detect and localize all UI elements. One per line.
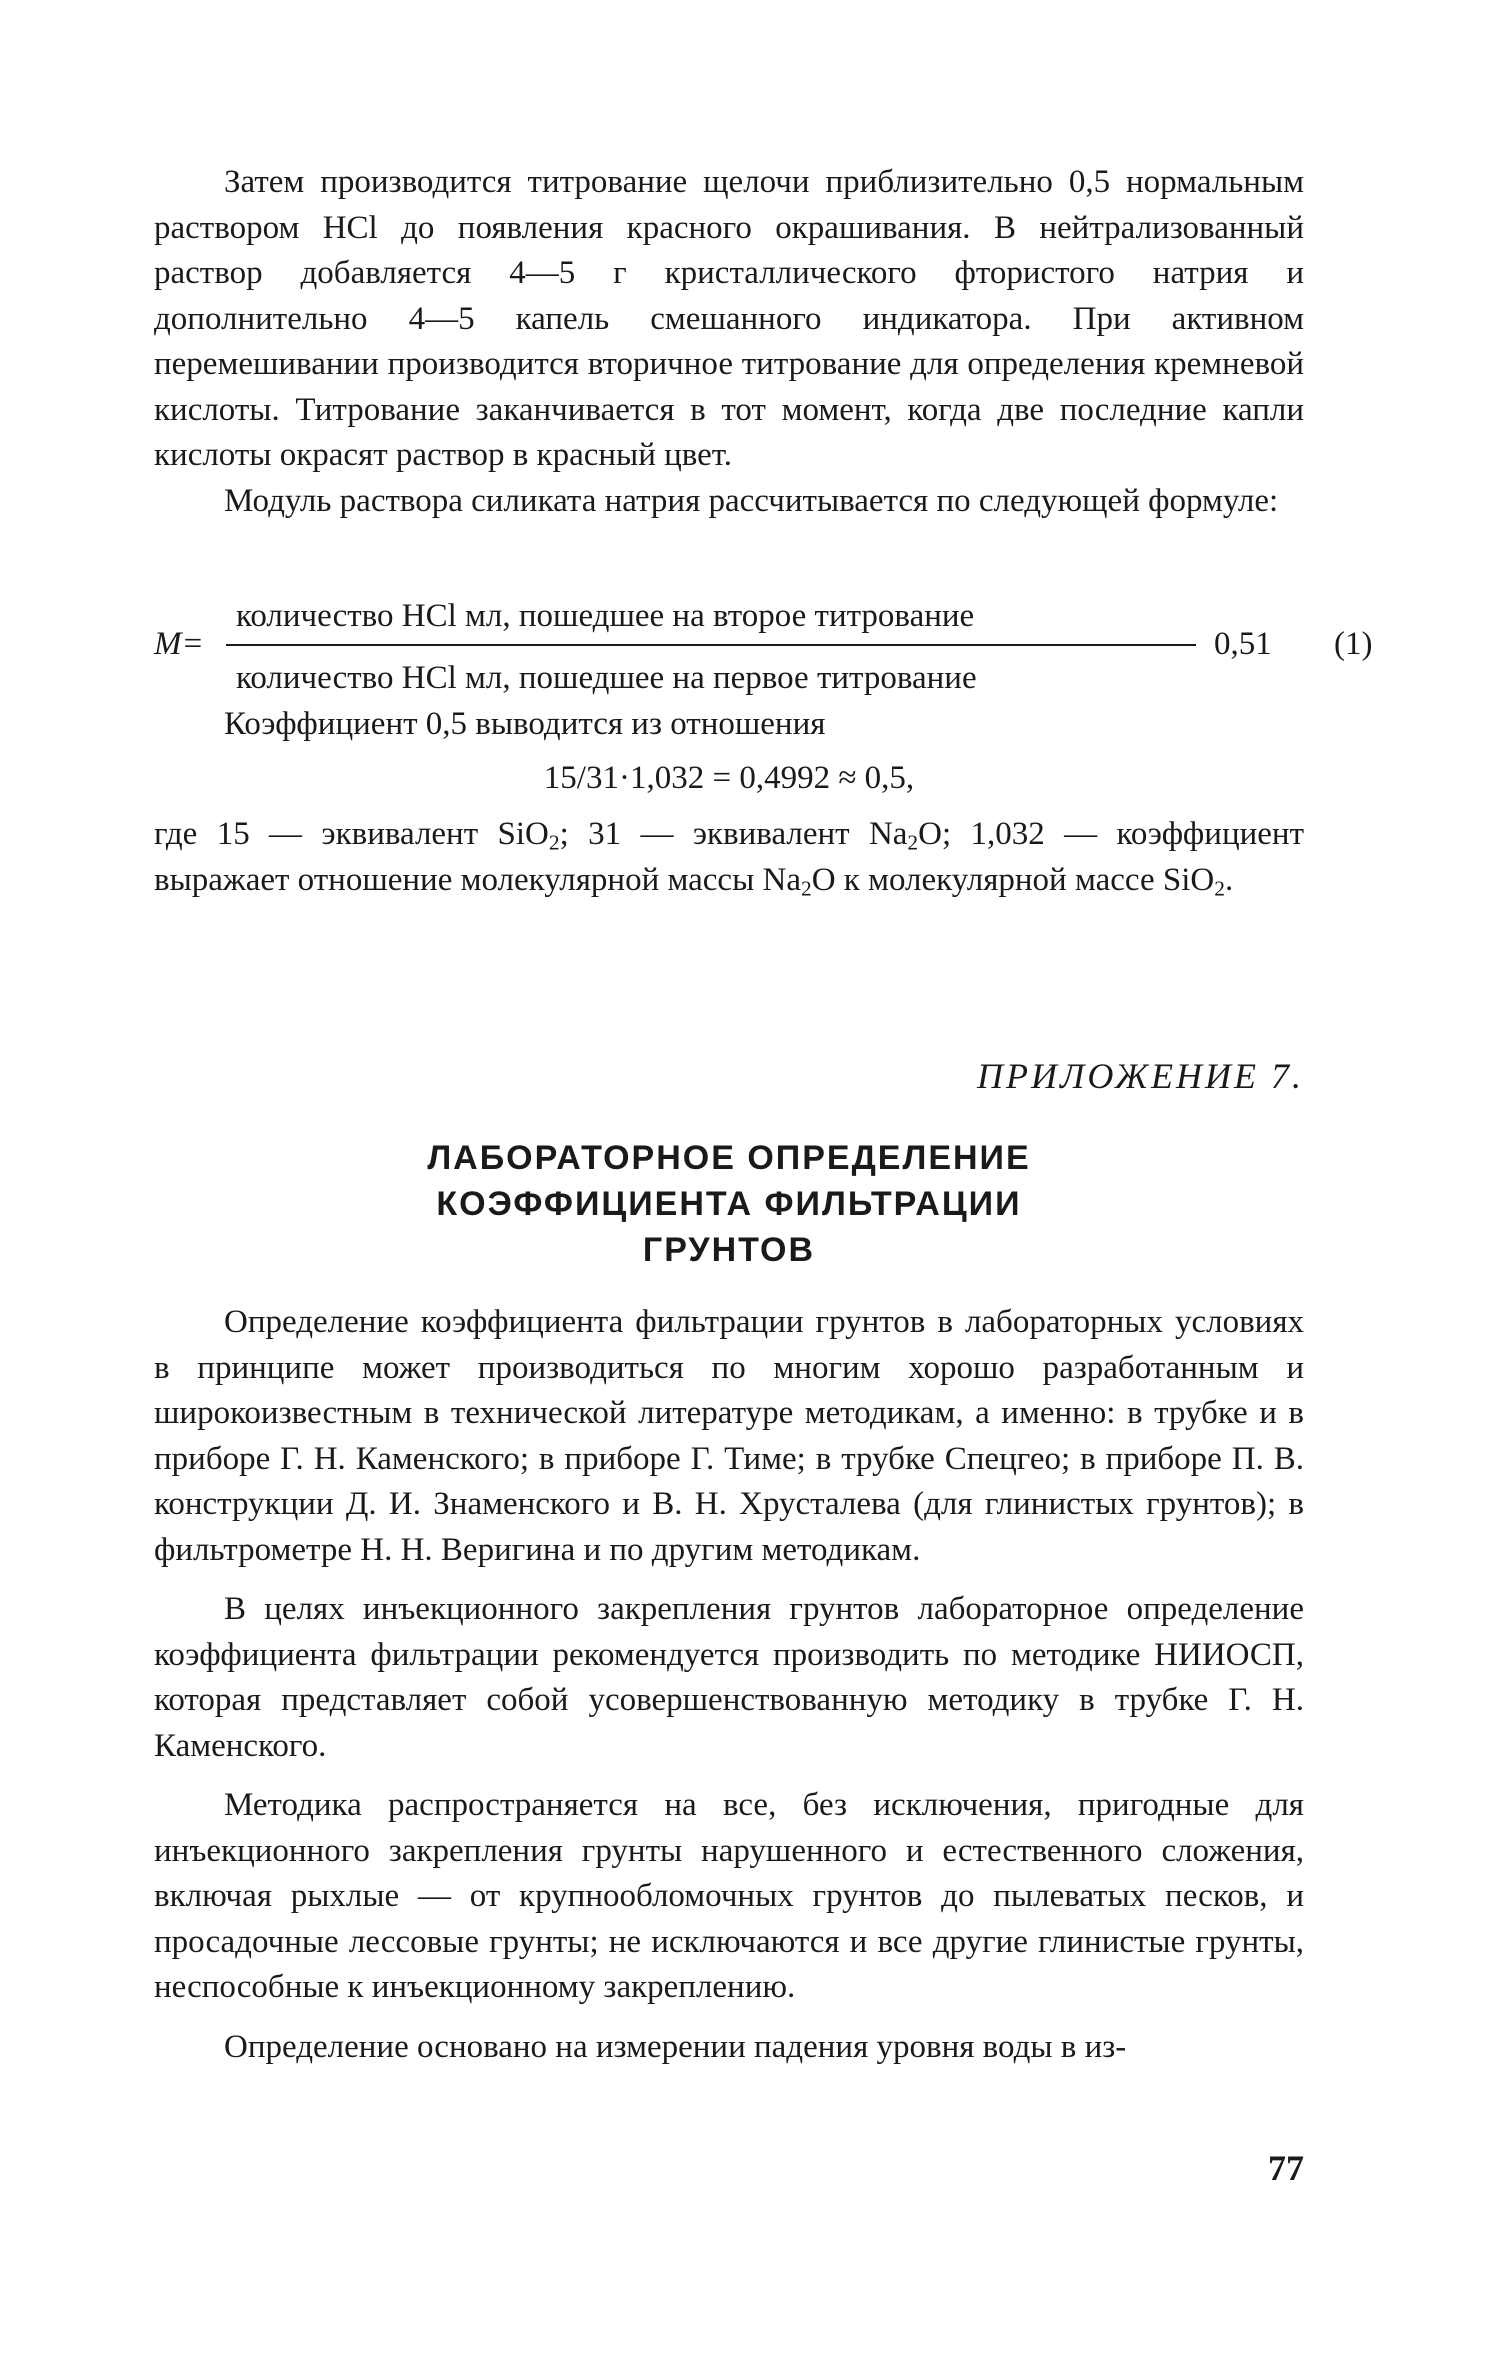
page-number: 77 bbox=[1268, 2148, 1304, 2188]
appendix-label: ПРИЛОЖЕНИЕ 7. bbox=[977, 1056, 1304, 1096]
subscript-1: 2 bbox=[548, 830, 560, 855]
paragraph-principle: Определение основано на измерении падения уровня воды в из- bbox=[224, 2028, 1127, 2065]
subscript-2: 2 bbox=[907, 830, 919, 855]
formula-denominator: количество HCl мл, пошедшее на первое титрование bbox=[236, 660, 977, 696]
where-text-3: O; 1,032 — коэффициент выражает отношение молекулярной массы Na bbox=[154, 816, 1304, 898]
where-text-1: где 15 — эквивалент SiO bbox=[154, 816, 549, 852]
paragraph-module-intro: Модуль раствора силиката натрия рассчитывается по следующей формуле: bbox=[224, 482, 1279, 519]
paragraph-scope: Методика распространяется на все, без исключения, пригодные для инъекционного закрепления грунты нарушенного и естественного сложения, включая рыхлые — от крупнообломочных грунтов до пылеватых песков, и просадочные лессовые грунты; не исключаются и все другие глинистые грунты, неспособные к инъекционному закреплению. bbox=[154, 1787, 1304, 2005]
fraction-bar bbox=[226, 644, 1196, 646]
subscript-4: 2 bbox=[1214, 875, 1225, 900]
paragraph-titration: Затем производится титрование щелочи приблизительно 0,5 нормальным раствором HCl до появления красного окрашивания. В нейтрализованный раствор добавляется 4—5 г кристаллического фтористого натрия и дополнительно 4—5 капель смешанного индикатора. При активном перемешивании производится вторичное титрование для определения кремневой кислоты. Титрование заканчивается в тот момент, когда две последние капли кислоты окрасят раствор в красный цвет. bbox=[154, 164, 1304, 473]
top-text-block bbox=[154, 160, 1304, 524]
heading-line-3: ГРУНТОВ bbox=[642, 1231, 816, 1269]
coefficient-derivation-line: Коэффициент 0,5 выводится из отношения bbox=[224, 706, 826, 742]
formula-module bbox=[154, 598, 1373, 710]
section-heading bbox=[154, 1135, 1304, 1273]
where-text-4: O к молекулярной массе SiO bbox=[811, 861, 1215, 898]
paragraph-methods: Определение коэффициента фильтрации грунтов в лабораторных условиях в принципе может производиться по многим хорошо разработанным и широкоизвестным в технической литературе методикам, а именно: в трубке и в приборе Г. Н. Каменского; в приборе Г. Тиме; в трубке Спецгео; в приборе П. В. конструкции Д. И. Знаменского и В. Н. Хрусталева (для глинистых грунтов); в фильтрометре Н. Н. Веригина и по другим методикам. bbox=[154, 1304, 1304, 1568]
subscript-3: 2 bbox=[800, 875, 812, 900]
where-text-2: ; 31 — эквивалент Na bbox=[559, 816, 908, 852]
formula-coefficient: 0,51 bbox=[1214, 626, 1272, 662]
where-block bbox=[154, 812, 1304, 903]
body-text-block bbox=[154, 1300, 1304, 2070]
formula-lhs: M= bbox=[154, 626, 204, 662]
formula-numerator: количество HCl мл, пошедшее на второе титрование bbox=[236, 598, 975, 634]
coef-line-block bbox=[154, 702, 1304, 748]
formula-number: (1) bbox=[1334, 626, 1373, 662]
calculation-line: 15/31·1,032 = 0,4992 ≈ 0,5, bbox=[543, 760, 915, 796]
paragraph-niiosp: В целях инъекционного закрепления грунтов лабораторное определение коэффициента фильтрации рекомендуется производить по методике НИИОСП, которая представляет собой усовершенствованную методику в трубке Г. Н. Каменского. bbox=[154, 1591, 1304, 1764]
paragraph-where bbox=[154, 812, 1304, 903]
where-text-5: . bbox=[1224, 861, 1234, 898]
heading-line-1: ЛАБОРАТОРНОЕ ОПРЕДЕЛЕНИЕ bbox=[427, 1139, 1031, 1177]
heading-line-2: КОЭФФИЦИЕНТА ФИЛЬТРАЦИИ bbox=[436, 1185, 1022, 1223]
